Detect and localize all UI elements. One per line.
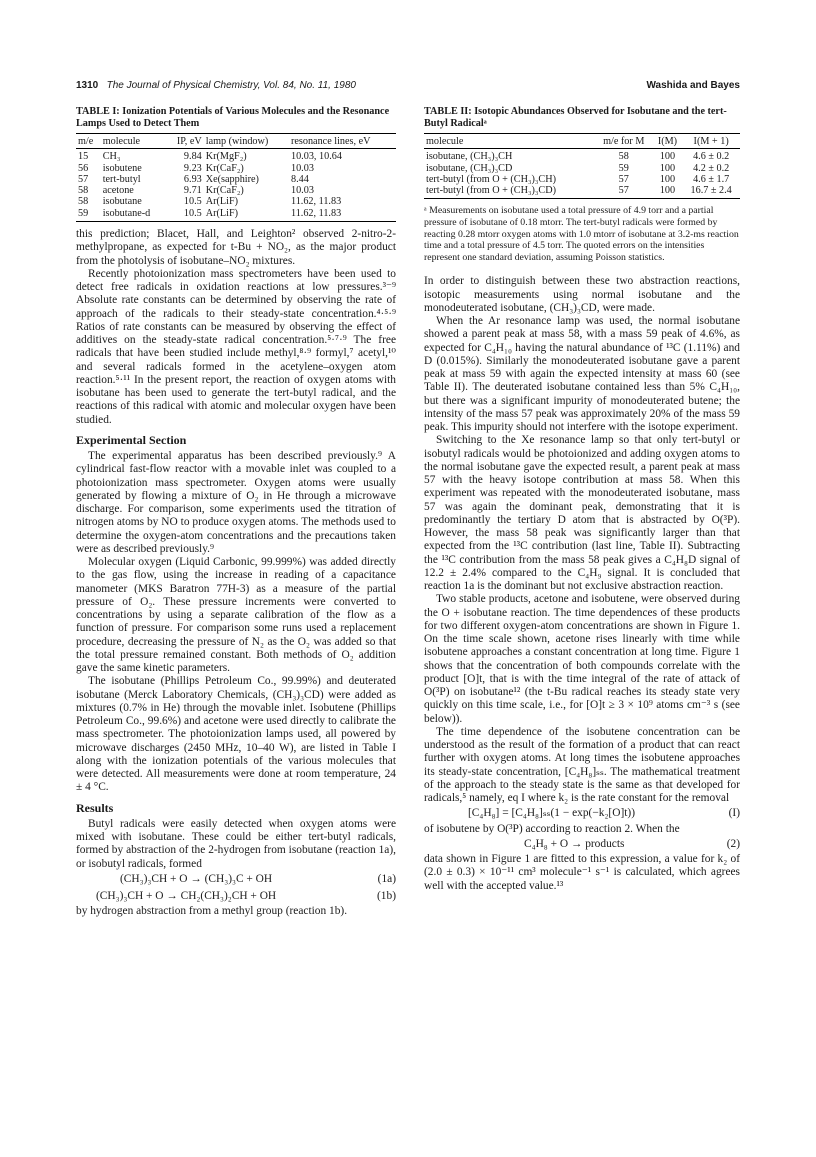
section-heading-experimental: Experimental Section	[76, 432, 187, 447]
running-header	[76, 80, 740, 94]
table-cell: 58	[618, 151, 629, 163]
table-row	[424, 163, 740, 174]
equation-number: (1b)	[377, 890, 396, 903]
equation-I	[424, 805, 740, 822]
column-header: m/e	[76, 134, 101, 149]
table-cell: Kr(CaF₂)	[205, 185, 244, 197]
table-cell: 59	[78, 207, 89, 219]
table-cell: 10.03	[290, 162, 314, 174]
table-cell: 10.03, 10.64	[290, 151, 342, 163]
table-cell: 8.44	[290, 173, 309, 185]
table-cell: Ar(LiF)	[205, 207, 239, 219]
right-column	[424, 106, 740, 893]
table-row	[76, 163, 396, 174]
table-cell: Ar(LiF)	[205, 196, 239, 208]
table-cell: 9.71	[183, 185, 202, 197]
paragraph: In order to distinguish between these two abstraction reactions, isotopic measurements using normal isobutane and the monodeuterated isobutane, (CH₃)₃CD, were made.	[424, 275, 740, 314]
table-cell: isobutane	[102, 196, 142, 208]
paragraph: Butyl radicals were easily detected when oxygen atoms were mixed with isobutane. These could be either tert-butyl radicals, formed by abstraction of the 2-hydrogen from isobutane (reaction 1a), or isobutyl radicals, formed	[76, 817, 396, 870]
table-cell: 56	[78, 162, 89, 174]
column-header: m/e for M	[595, 134, 653, 149]
column-header: I(M)	[653, 134, 683, 149]
page-number: 1310	[76, 80, 99, 91]
table-cell: 4.6 ± 1.7	[693, 173, 730, 185]
paragraph: by hydrogen abstraction from a methyl group (reaction 1b).	[76, 905, 348, 918]
table-row	[76, 185, 396, 196]
table-row	[76, 208, 396, 222]
equation-1a	[76, 871, 396, 888]
equation-body: (CH₃)₃CH + O → CH₂(CH₃)₂CH + OH	[96, 890, 277, 903]
table-cell: 57	[78, 173, 89, 185]
table-row	[424, 174, 740, 185]
table-cell: 11.62, 11.83	[290, 196, 342, 208]
equation-number: (1a)	[377, 872, 396, 885]
table-row	[76, 174, 396, 185]
journal-citation: The Journal of Physical Chemistry, Vol. 84, No. 11, 1980	[106, 80, 356, 91]
table-cell: acetone	[102, 185, 134, 197]
table2-caption: TABLE II: Isotopic Abundances Observed for Isobutane and the tert-Butyl Radicalᵃ	[424, 106, 727, 129]
table-cell: 4.2 ± 0.2	[693, 162, 730, 174]
paragraph: of isobutene by O(³P) according to reaction 2. When the	[424, 822, 680, 835]
table-row	[424, 149, 740, 163]
column-header: lamp (window)	[204, 134, 289, 149]
table-cell: Xe(sapphire)	[205, 173, 259, 185]
table2-footnote: ᵃ Measurements on isobutane used a total pressure of 4.9 torr and a partial pressure of isobutane of 0.18 mtorr. The tert-butyl radicals were formed by reacting 0.28 mtorr oxygen atoms with 1.0 mtorr of isobutane at 3.2-ms reaction time and a total pressure of 4.5 torr. The quoted errors on the intensities represent one standard deviation, assuming Poisson statistics.	[424, 205, 739, 263]
table-cell: CH₃	[102, 151, 121, 163]
equation-number: (I)	[728, 807, 740, 820]
paragraph: Switching to the Xe resonance lamp so that only tert-butyl or isobutyl radicals would be photoionized and adding oxygen atoms to the normal isobutane gave the expected result, a parent peak at mass 57 with the heavy isotope contribution at mass 58. When this experiment was repeated with the monodeuterated isobutane, mass 57 was again the dominant peak, demonstrating that it is predominantly the tertiary D atom that is abstracted by O(³P). However, the mass 58 peak was significantly larger than that expected from the ¹³C contribution (last line, Table II). Subtracting the ¹³C contribution from the mass 58 peak gives a C₄H₈D signal of 12.2 ± 2.4% compared to the C₄H₉ signal. It is concluded that reaction 1a is the dominant but not exclusive abstraction reaction.	[424, 434, 740, 593]
table-cell: 57	[618, 185, 629, 197]
equation-number: (2)	[726, 837, 740, 850]
table-cell: tert-butyl (from O + (CH₃)₃CD)	[426, 185, 556, 197]
column-header: molecule	[424, 134, 595, 149]
paragraph: this prediction; Blacet, Hall, and Leighton² observed 2-nitro-2-methylpropane, as expected for t-Bu + NO₂, as the major product from the photolysis of isobutane–NO₂ mixtures.	[76, 228, 396, 267]
column-header: IP, eV	[167, 134, 204, 149]
column-header: resonance lines, eV	[289, 134, 396, 149]
table-cell: 58	[78, 185, 89, 197]
table-cell: isobutane, (CH₃)₃CD	[426, 162, 513, 174]
table2	[424, 133, 740, 199]
table-cell: 100	[659, 162, 676, 174]
table-cell: 9.84	[183, 151, 202, 163]
table-cell: 15	[78, 151, 89, 163]
table-cell: tert-butyl (from O + (CH₃)₃CH)	[426, 173, 556, 185]
equation-body: (CH₃)₃CH + O → (CH₃)₃C + OH	[120, 872, 273, 885]
column-header: I(M + 1)	[682, 134, 740, 149]
paragraph: The time dependence of the isobutene concentration can be understood as the result of the formation of a product that can react further with oxygen atoms. At long times the isobutene approaches its steady-state concentration, [C₄H₈]ₛₛ. The mathematical treatment of the approach to the steady state is the same as that developed for radicals,⁵ namely, eq I where k₂ is the rate constant for the removal	[424, 725, 740, 805]
paragraph: When the Ar resonance lamp was used, the normal isobutane showed a parent peak at mass 58, with a mass 59 peak of 4.6%, as expected for C₄H₁₀ having the natural abundance of ¹³C (1.11%) and D (0.015%). Similarly the monodeuterated isobutane gave a parent peak at mass 59 with again the expected intensity at mass 60 (see Table II). The deuterated isobutane contained less than 5% C₄H₁₀, but there was a significant impurity of monodeuterated butene; the intensity of the mass 57 peak was approximately 20% of the mass 59 peak. This impurity should not interfere with the isotope experiment.	[424, 315, 740, 434]
paragraph: data shown in Figure 1 are fitted to this expression, a value for k₂ of (2.0 ± 0.3) × 10⁻¹¹ cm³ molecule⁻¹ s⁻¹ is calculated, which agrees well with the accepted value.¹³	[424, 853, 740, 892]
table-cell: 16.7 ± 2.4	[690, 185, 732, 197]
table-cell: tert-butyl	[102, 173, 141, 185]
table-cell: 10.03	[290, 185, 314, 197]
table-row	[76, 196, 396, 207]
table-cell: isobutene	[102, 162, 142, 174]
left-column	[76, 106, 396, 919]
table-cell: 9.23	[183, 162, 202, 174]
table-cell: 4.6 ± 0.2	[693, 151, 730, 163]
paragraph: Two stable products, acetone and isobutene, were observed during the O + isobutane reaction. The time dependences of these products for two different oxygen-atom concentrations are shown in Figure 1. On the time scale shown, acetone rises linearly with time while isobutene approaches a constant concentration at long time. Figure 1 shows that the concentration of both compounds correlate with the product [O]t, that is with the time integral of the rate of attack of O(³P) on isobutane¹² (the t-Bu radical reaches its steady state very quickly on this time scale, i.e., for [O]t ≥ 3 × 10⁹ atoms cm⁻³ s (see below)).	[424, 593, 740, 725]
equation-body: [C₄H₈] = [C₄H₈]ₛₛ(1 − exp(−k₂[O]t))	[468, 807, 635, 820]
table-cell: 10.5	[183, 196, 202, 208]
table-cell: 100	[659, 151, 676, 163]
equation-body: C₄H₈ + O → products	[524, 837, 625, 850]
table-cell: 100	[659, 173, 676, 185]
header-authors: Washida and Bayes	[646, 80, 740, 91]
table-cell: 11.62, 11.83	[290, 207, 342, 219]
paragraph: The isobutane (Phillips Petroleum Co., 99.99%) and deuterated isobutane (Merck Laboratory Chemicals, (CH₃)₃CD) were added as mixtures (0.7% in He) through the movable inlet. Isobutene (Phillips Petroleum Co., 99.6%) and acetone were used directly to calibrate the mass spectrometer. The photoionization lamps used, all powered by microwave discharges (2450 MHz, 10–40 W), are listed in Table I along with the ionization potentials of the various molecules that were detected. All measurements were done at room temperature, 24 ± 4 °C.	[76, 675, 396, 794]
equation-2	[424, 836, 740, 853]
column-header: molecule	[101, 134, 167, 149]
section-heading-results: Results	[76, 800, 114, 815]
table-cell: 10.5	[183, 207, 202, 219]
table-cell: 58	[78, 196, 89, 208]
paragraph: Molecular oxygen (Liquid Carbonic, 99.999%) was added directly to the gas flow, using the increase in reading of a capacitance manometer (MKS Baratron 77H-3) as a measure of the partial pressure of O₂. These pressure increments were converted to concentrations by using a separate calibration of the flow as a function of pressure. For comparison some runs used a replacement procedure, decreasing the pressure of N₂ as the O₂ was added so that the total pressure remained constant. Both methods of O₂ addition gave the same kinetic parameters.	[76, 556, 396, 675]
table-cell: Kr(CaF₂)	[205, 162, 244, 174]
table-cell: isobutane-d	[102, 207, 151, 219]
table-row	[76, 149, 396, 163]
table1-caption: TABLE I: Ionization Potentials of Various Molecules and the Resonance Lamps Used to Detect Them	[76, 106, 390, 129]
table-cell: 59	[618, 162, 629, 174]
table-cell: isobutane, (CH₃)₃CH	[426, 151, 513, 163]
table-cell: 57	[618, 173, 629, 185]
table-cell: Kr(MgF₂)	[205, 151, 247, 163]
paragraph: Recently photoionization mass spectrometers have been used to detect free radicals in oxidation reactions at low pressures.³⁻⁹ Absolute rate constants can be determined by observing the rate of approach of the radicals to their steady-state concentration.⁴·⁵·⁹ Ratios of rate constants can be measured by observing the effect of additives on the steady-state radical concentration.⁵·⁷·⁹ The free radicals that have been studied include methyl,⁸·⁹ formyl,⁷ acetyl,¹⁰ and several radicals formed in the acetylene–oxygen atom reaction.⁵·¹¹ In the present report, the reaction of oxygen atoms with isobutane has been used to generate the tert-butyl radical, and the reactions of this radical with atomic and molecular oxygen have been studied.	[76, 267, 396, 426]
table-cell: 100	[659, 185, 676, 197]
table-row	[424, 185, 740, 199]
table1	[76, 133, 396, 222]
paragraph: The experimental apparatus has been described previously.⁹ A cylindrical fast-flow reactor with a movable inlet was coupled to a photoionization mass spectrometer. Oxygen atoms were usually generated by flowing a mixture of O₂ in He through a microwave discharge. For comparison, some experiments used the titration of nitrogen atoms by NO to produce oxygen atoms. The methods used to determine the oxygen-atom concentrations and the precautions taken were as described previously.⁹	[76, 450, 396, 555]
table-cell: 6.93	[183, 173, 202, 185]
equation-1b	[76, 888, 396, 905]
